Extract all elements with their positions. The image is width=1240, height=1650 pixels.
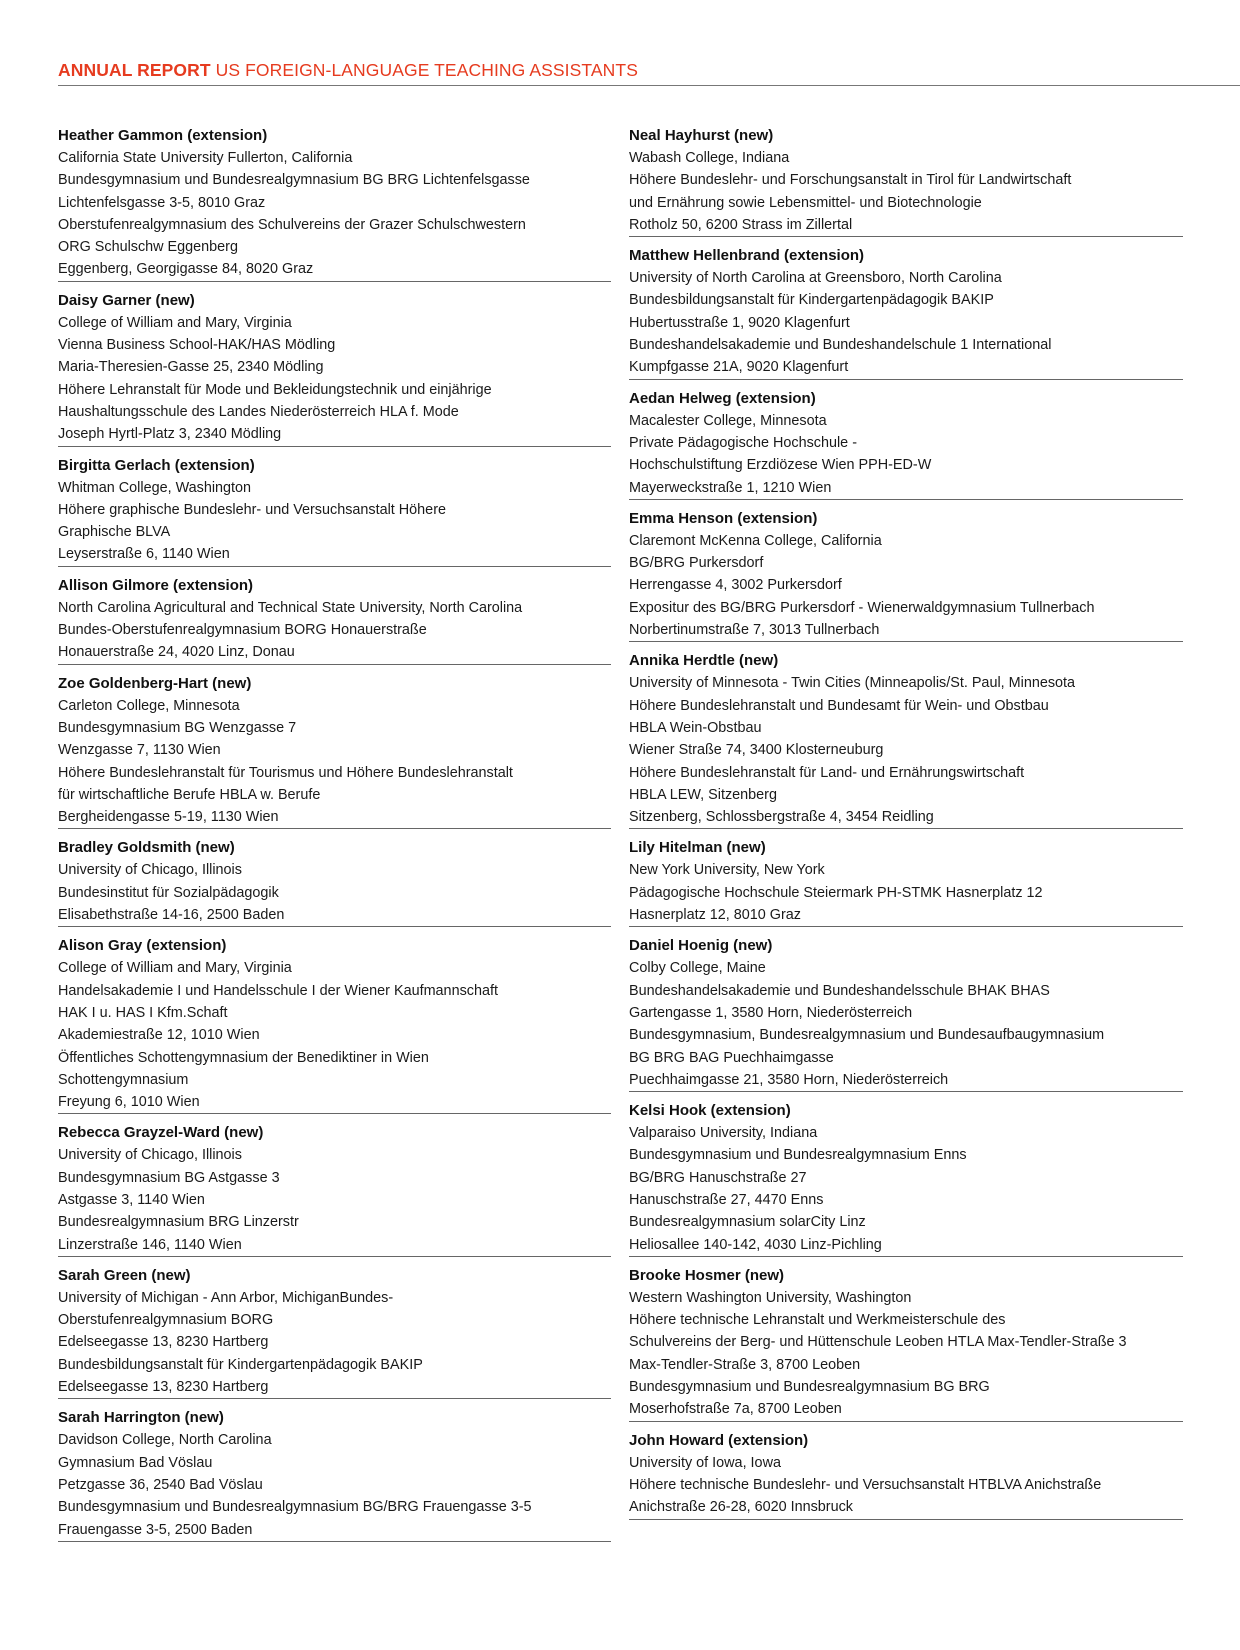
assistant-school-line: Elisabethstraße 14-16, 2500 Baden	[58, 907, 285, 924]
assistant-school-line: Höhere Bundeslehranstalt und Bundesamt für Wein- und Obstbau	[629, 697, 1049, 714]
assistant-school-line: Herrengasse 4, 3002 Purkersdorf	[629, 577, 842, 594]
assistant-school-line: Akademiestraße 12, 1010 Wien	[58, 1027, 260, 1044]
assistant-name: Allison Gilmore (extension)	[58, 576, 254, 594]
assistant-entry	[629, 245, 1183, 379]
assistant-school-line: Höhere Lehranstalt für Mode und Bekleidungstechnik und einjährige	[58, 381, 492, 398]
assistant-school-line: BG/BRG Hanuschstraße 27	[629, 1169, 807, 1186]
assistant-entry	[629, 388, 1183, 500]
assistant-entry	[58, 125, 611, 282]
assistant-name: Rebecca Grayzel-Ward (new)	[58, 1124, 264, 1142]
assistant-school-line: Sitzenberg, Schlossbergstraße 4, 3454 Reidling	[629, 809, 934, 826]
assistant-school-line: Anichstraße 26-28, 6020 Innsbruck	[629, 1499, 853, 1516]
assistant-school-line: Honauerstraße 24, 4020 Linz, Donau	[58, 644, 295, 661]
assistant-university: University of Chicago, Illinois	[58, 1147, 242, 1164]
assistant-school-line: Oberstufenrealgymnasium BORG	[58, 1312, 274, 1329]
assistant-school-line: Bundesrealgymnasium BRG Linzerstr	[58, 1214, 299, 1231]
assistant-school-line: Haushaltungsschule des Landes Niederösterreich HLA f. Mode	[58, 403, 459, 420]
assistant-school-line: Hasnerplatz 12, 8010 Graz	[629, 907, 801, 924]
assistant-school-line: Bergheidengasse 5-19, 1130 Wien	[58, 809, 279, 826]
assistant-university: Claremont McKenna College, California	[629, 532, 882, 549]
assistant-school-line: HBLA Wein-Obstbau	[629, 719, 762, 736]
assistant-school-line: Bundesgymnasium, Bundesrealgymnasium und Bundesaufbaugymnasium	[629, 1027, 1105, 1044]
assistant-school-line: Höhere Bundeslehranstalt für Land- und Ernährungswirtschaft	[629, 764, 1025, 781]
assistant-name: Daisy Garner (new)	[58, 291, 195, 309]
assistant-name: John Howard (extension)	[629, 1431, 809, 1449]
assistant-school-line: Höhere Bundeslehranstalt für Tourismus und Höhere Bundeslehranstalt	[58, 764, 513, 781]
assistant-university: North Carolina Agricultural and Technical State University, North Carolina	[58, 599, 523, 616]
assistant-university: University of North Carolina at Greensboro, North Carolina	[629, 270, 1002, 287]
assistant-school-line: Bundesgymnasium BG Wenzgasse 7	[58, 719, 297, 736]
assistant-name: Lily Hitelman (new)	[629, 839, 766, 857]
assistant-school-line: BG BRG BAG Puechhaimgasse	[629, 1049, 834, 1066]
assistant-school-line: Bundesbildungsanstalt für Kindergartenpädagogik BAKIP	[629, 292, 994, 309]
assistant-school-line: Edelseegasse 13, 8230 Hartberg	[58, 1334, 269, 1351]
assistant-school-line: Frauengasse 3-5, 2500 Baden	[58, 1521, 253, 1538]
assistant-school-line: Hanuschstraße 27, 4470 Enns	[629, 1191, 824, 1208]
assistant-entry	[58, 1122, 611, 1256]
assistant-entry	[629, 1100, 1183, 1257]
assistant-school-line: Lichtenfelsgasse 3-5, 8010 Graz	[58, 194, 266, 211]
assistant-school-line: Schulvereins der Berg- und Hüttenschule Leoben HTLA Max-Tendler-Straße 3	[629, 1334, 1127, 1351]
assistant-name: Kelsi Hook (extension)	[629, 1102, 791, 1120]
report-title-subject: US FOREIGN-LANGUAGE TEACHING ASSISTANTS	[215, 60, 638, 80]
assistant-school-line: Edelseegasse 13, 8230 Hartberg	[58, 1379, 269, 1396]
assistant-school-line: Höhere graphische Bundeslehr- und Versuchsanstalt Höhere	[58, 501, 446, 518]
assistant-school-line: Pädagogische Hochschule Steiermark PH-STMK Hasnerplatz 12	[629, 884, 1043, 901]
assistant-university: College of William and Mary, Virginia	[58, 960, 292, 977]
assistant-university: University of Michigan - Ann Arbor, MichiganBundes-	[58, 1289, 394, 1306]
assistant-school-line: Joseph Hyrtl-Platz 3, 2340 Mödling	[58, 426, 282, 443]
assistant-university: Carleton College, Minnesota	[58, 697, 240, 714]
assistant-school-line: Rotholz 50, 6200 Strass im Zillertal	[629, 216, 853, 233]
assistant-university: Valparaiso University, Indiana	[629, 1125, 818, 1142]
assistant-school-line: Puechhaimgasse 21, 3580 Horn, Niederösterreich	[629, 1071, 949, 1088]
assistant-school-line: Höhere technische Lehranstalt und Werkmeisterschule des	[629, 1312, 1006, 1329]
assistant-school-line: Maria-Theresien-Gasse 25, 2340 Mödling	[58, 359, 324, 376]
assistant-entry	[58, 1407, 611, 1541]
assistant-school-line: Bundesbildungsanstalt für Kindergartenpädagogik BAKIP	[58, 1356, 423, 1373]
assistant-university: Macalester College, Minnesota	[629, 412, 827, 429]
assistant-school-line: Bundesgymnasium BG Astgasse 3	[58, 1169, 280, 1186]
assistant-school-line: Bundesgymnasium und Bundesrealgymnasium BG BRG Lichtenfelsgasse	[58, 172, 530, 189]
report-title-bold: ANNUAL REPORT	[58, 60, 211, 80]
assistant-school-line: Gartengasse 1, 3580 Horn, Niederösterreich	[629, 1004, 913, 1021]
assistant-list	[58, 125, 1183, 1625]
assistant-entry	[629, 935, 1183, 1092]
assistant-school-line: HBLA LEW, Sitzenberg	[629, 786, 777, 803]
assistant-school-line: Hochschulstiftung Erzdiözese Wien PPH-ED-W	[629, 457, 932, 474]
assistant-university: Wabash College, Indiana	[629, 150, 790, 166]
left-column	[58, 125, 611, 1550]
assistant-name: Sarah Harrington (new)	[58, 1409, 224, 1427]
assistant-school-line: Öffentliches Schottengymnasium der Benediktiner in Wien	[58, 1049, 429, 1066]
assistant-entry	[629, 508, 1183, 642]
assistant-university: University of Minnesota - Twin Cities (Minneapolis/St. Paul, Minnesota	[629, 675, 1076, 692]
assistant-school-line: HAK I u. HAS I Kfm.Schaft	[58, 1004, 228, 1021]
assistant-university: College of William and Mary, Virginia	[58, 314, 292, 331]
assistant-school-line: Norbertinumstraße 7, 3013 Tullnerbach	[629, 622, 880, 639]
assistant-university: Western Washington University, Washington	[629, 1289, 912, 1306]
assistant-school-line: Kumpfgasse 21A, 9020 Klagenfurt	[629, 359, 849, 376]
assistant-name: Aedan Helweg (extension)	[629, 389, 816, 407]
assistant-university: Colby College, Maine	[629, 960, 766, 977]
assistant-university: Whitman College, Washington	[58, 479, 252, 496]
assistant-school-line: Leyserstraße 6, 1140 Wien	[58, 546, 230, 563]
assistant-school-line: Hubertusstraße 1, 9020 Klagenfurt	[629, 314, 850, 331]
assistant-school-line: Bundesinstitut für Sozialpädagogik	[58, 884, 279, 901]
assistant-name: Bradley Goldsmith (new)	[58, 839, 235, 857]
assistant-university: University of Chicago, Illinois	[58, 862, 242, 879]
assistant-school-line: für wirtschaftliche Berufe HBLA w. Berufe	[58, 786, 321, 803]
assistant-school-line: Bundesgymnasium und Bundesrealgymnasium BG BRG	[629, 1379, 990, 1396]
assistant-entry	[629, 650, 1183, 829]
assistant-school-line: Astgasse 3, 1140 Wien	[58, 1191, 205, 1208]
assistant-name: Emma Henson (extension)	[629, 509, 818, 527]
assistant-name: Neal Hayhurst (new)	[629, 127, 774, 144]
assistant-university: University of Iowa, Iowa	[629, 1454, 781, 1471]
assistant-school-line: Schottengymnasium	[58, 1071, 189, 1088]
assistant-school-line: Moserhofstraße 7a, 8700 Leoben	[629, 1401, 842, 1418]
assistant-school-line: Expositur des BG/BRG Purkersdorf - Wienerwaldgymnasium Tullnerbach	[629, 599, 1095, 616]
assistant-name: Brooke Hosmer (new)	[629, 1266, 785, 1284]
header-rule	[58, 85, 1240, 86]
assistant-school-line: und Ernährung sowie Lebensmittel- und Biotechnologie	[629, 194, 982, 211]
assistant-name: Zoe Goldenberg-Hart (new)	[58, 674, 252, 692]
assistant-name: Annika Herdtle (new)	[629, 652, 779, 670]
assistant-university: Davidson College, North Carolina	[58, 1432, 272, 1449]
assistant-entry	[58, 1265, 611, 1399]
assistant-school-line: Bundesrealgymnasium solarCity Linz	[629, 1214, 866, 1231]
assistant-entry	[58, 575, 611, 665]
assistant-entry	[58, 290, 611, 447]
assistant-school-line: Petzgasse 36, 2540 Bad Vöslau	[58, 1476, 263, 1493]
assistant-school-line: Höhere Bundeslehr- und Forschungsanstalt in Tirol für Landwirtschaft	[629, 172, 1072, 189]
assistant-school-line: Vienna Business School-HAK/HAS Mödling	[58, 337, 336, 354]
assistant-school-line: Wiener Straße 74, 3400 Klosterneuburg	[629, 742, 884, 759]
assistant-entry	[58, 455, 611, 567]
assistant-school-line: Freyung 6, 1010 Wien	[58, 1094, 200, 1111]
assistant-school-line: Handelsakademie I und Handelsschule I der Wiener Kaufmannschaft	[58, 982, 498, 999]
assistant-school-line: Wenzgasse 7, 1130 Wien	[58, 742, 221, 759]
assistant-school-line: Max-Tendler-Straße 3, 8700 Leoben	[629, 1356, 861, 1373]
assistant-school-line: Private Pädagogische Hochschule -	[629, 434, 857, 451]
assistant-school-line: Bundesgymnasium und Bundesrealgymnasium Enns	[629, 1147, 967, 1164]
assistant-name: Daniel Hoenig (new)	[629, 937, 773, 955]
assistant-school-line: Bundes-Oberstufenrealgymnasium BORG Honauerstraße	[58, 622, 427, 639]
assistant-entry	[58, 673, 611, 830]
assistant-school-line: Mayerweckstraße 1, 1210 Wien	[629, 479, 832, 496]
assistant-school-line: Bundeshandelsakademie und Bundeshandelsschule BHAK BHAS	[629, 982, 1050, 999]
assistant-name: Matthew Hellenbrand (extension)	[629, 247, 865, 265]
assistant-entry	[629, 837, 1183, 927]
assistant-school-line: Höhere technische Bundeslehr- und Versuchsanstalt HTBLVA Anichstraße	[629, 1476, 1102, 1493]
assistant-school-line: Eggenberg, Georgigasse 84, 8020 Graz	[58, 261, 314, 278]
assistant-school-line: Heliosallee 140-142, 4030 Linz-Pichling	[629, 1236, 882, 1253]
assistant-entry	[629, 125, 1183, 237]
report-header	[58, 58, 1240, 92]
report-title	[58, 58, 1240, 82]
assistant-university: New York University, New York	[629, 862, 825, 879]
assistant-entry	[629, 1265, 1183, 1422]
assistant-school-line: Bundesgymnasium und Bundesrealgymnasium BG/BRG Frauengasse 3-5	[58, 1499, 532, 1516]
assistant-entry	[629, 1430, 1183, 1520]
assistant-name: Heather Gammon (extension)	[58, 127, 268, 144]
assistant-school-line: Graphische BLVA	[58, 524, 171, 541]
assistant-university: California State University Fullerton, California	[58, 150, 353, 166]
assistant-name: Sarah Green (new)	[58, 1266, 191, 1284]
assistant-name: Birgitta Gerlach (extension)	[58, 456, 255, 474]
assistant-school-line: Gymnasium Bad Vöslau	[58, 1454, 213, 1471]
assistant-entry	[58, 837, 611, 927]
right-column	[629, 125, 1183, 1528]
assistant-school-line: Bundeshandelsakademie und Bundeshandelschule 1 International	[629, 337, 1052, 354]
assistant-school-line: Linzerstraße 146, 1140 Wien	[58, 1236, 242, 1253]
assistant-school-line: Oberstufenrealgymnasium des Schulvereins der Grazer Schulschwestern	[58, 216, 526, 233]
assistant-entry	[58, 935, 611, 1114]
assistant-name: Alison Gray (extension)	[58, 937, 227, 955]
assistant-school-line: ORG Schulschw Eggenberg	[58, 239, 238, 256]
assistant-school-line: BG/BRG Purkersdorf	[629, 555, 764, 572]
